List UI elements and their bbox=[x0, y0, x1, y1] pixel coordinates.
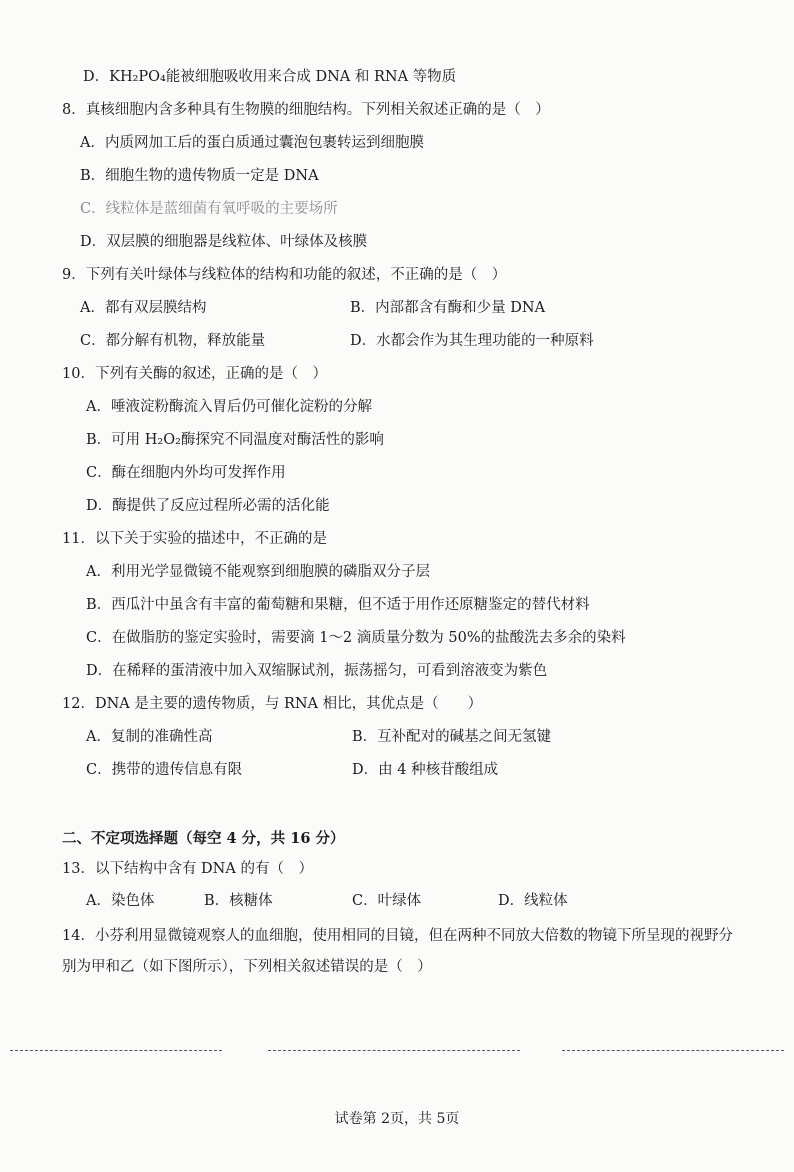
q7-option-d: D．KH₂PO₄能被细胞吸收用来合成 DNA 和 RNA 等物质 bbox=[83, 69, 457, 85]
q13-option-b: B．核糖体 bbox=[204, 893, 273, 909]
section-heading: 二、不定项选择题（每空 4 分，共 16 分） bbox=[62, 830, 345, 847]
q11-option-c: C．在做脂肪的鉴定实验时，需要滴 1～2 滴质量分数为 50%的盐酸洗去多余的染料 bbox=[86, 630, 626, 646]
q11-option-a: A．利用光学显微镜不能观察到细胞膜的磷脂双分子层 bbox=[86, 564, 430, 580]
q10-option-a: A．唾液淀粉酶流入胃后仍可催化淀粉的分解 bbox=[86, 399, 372, 415]
q9-option-b: B．内部都含有酶和少量 DNA bbox=[350, 300, 546, 316]
q13-option-c: C．叶绿体 bbox=[352, 893, 422, 909]
q11-option-d: D．在稀释的蛋清液中加入双缩脲试剂，振荡摇匀，可看到溶液变为紫色 bbox=[86, 663, 548, 679]
q13-option-a: A．染色体 bbox=[86, 893, 155, 909]
dashed-rule-right bbox=[562, 1050, 784, 1051]
q10-stem: 10．下列有关酶的叙述，正确的是（ ） bbox=[62, 366, 327, 382]
q14-stem-line1: 14．小芬利用显微镜观察人的血细胞，使用相同的目镜，但在两种不同放大倍数的物镜下所呈现的视野分 bbox=[62, 928, 733, 944]
dashed-rule-left bbox=[10, 1050, 222, 1051]
page-footer: 试卷第 2页，共 5页 bbox=[334, 1111, 460, 1127]
q9-option-d: D．水都会作为其生理功能的一种原料 bbox=[350, 333, 594, 349]
q10-option-b: B．可用 H₂O₂酶探究不同温度对酶活性的影响 bbox=[86, 432, 384, 448]
dashed-rule-middle bbox=[268, 1050, 520, 1051]
q12-option-a: A．复制的准确性高 bbox=[86, 729, 213, 745]
q12-stem: 12．DNA 是主要的遗传物质，与 RNA 相比，其优点是（ ） bbox=[62, 696, 483, 712]
q11-option-b: B．西瓜汁中虽含有丰富的葡萄糖和果糖，但不适于用作还原糖鉴定的替代材料 bbox=[86, 597, 590, 613]
q8-option-b: B．细胞生物的遗传物质一定是 DNA bbox=[80, 168, 319, 184]
q13-option-d: D．线粒体 bbox=[498, 893, 568, 909]
q9-option-c: C．都分解有机物，释放能量 bbox=[80, 333, 266, 349]
q12-option-d: D．由 4 种核苷酸组成 bbox=[352, 762, 499, 778]
q13-stem: 13．以下结构中含有 DNA 的有（ ） bbox=[62, 861, 313, 877]
q9-option-a: A．都有双层膜结构 bbox=[80, 300, 207, 316]
q14-stem-line2: 别为甲和乙（如下图所示），下列相关叙述错误的是（ ） bbox=[62, 959, 432, 975]
q10-option-c: C．酶在细胞内外均可发挥作用 bbox=[86, 465, 286, 481]
q8-option-d: D．双层膜的细胞器是线粒体、叶绿体及核膜 bbox=[80, 234, 368, 250]
q9-stem: 9．下列有关叶绿体与线粒体的结构和功能的叙述，不正确的是（ ） bbox=[62, 267, 507, 283]
q12-option-c: C．携带的遗传信息有限 bbox=[86, 762, 243, 778]
q8-stem: 8．真核细胞内含多种具有生物膜的细胞结构。下列相关叙述正确的是（ ） bbox=[62, 102, 550, 118]
q8-option-a: A．内质网加工后的蛋白质通过囊泡包裹转运到细胞膜 bbox=[80, 135, 424, 151]
q10-option-d: D．酶提供了反应过程所必需的活化能 bbox=[86, 498, 330, 514]
q8-option-c: C．线粒体是蓝细菌有氧呼吸的主要场所 bbox=[80, 201, 338, 217]
q11-stem: 11．以下关于实验的描述中，不正确的是 bbox=[62, 531, 327, 547]
q12-option-b: B．互补配对的碱基之间无氢键 bbox=[352, 729, 552, 745]
